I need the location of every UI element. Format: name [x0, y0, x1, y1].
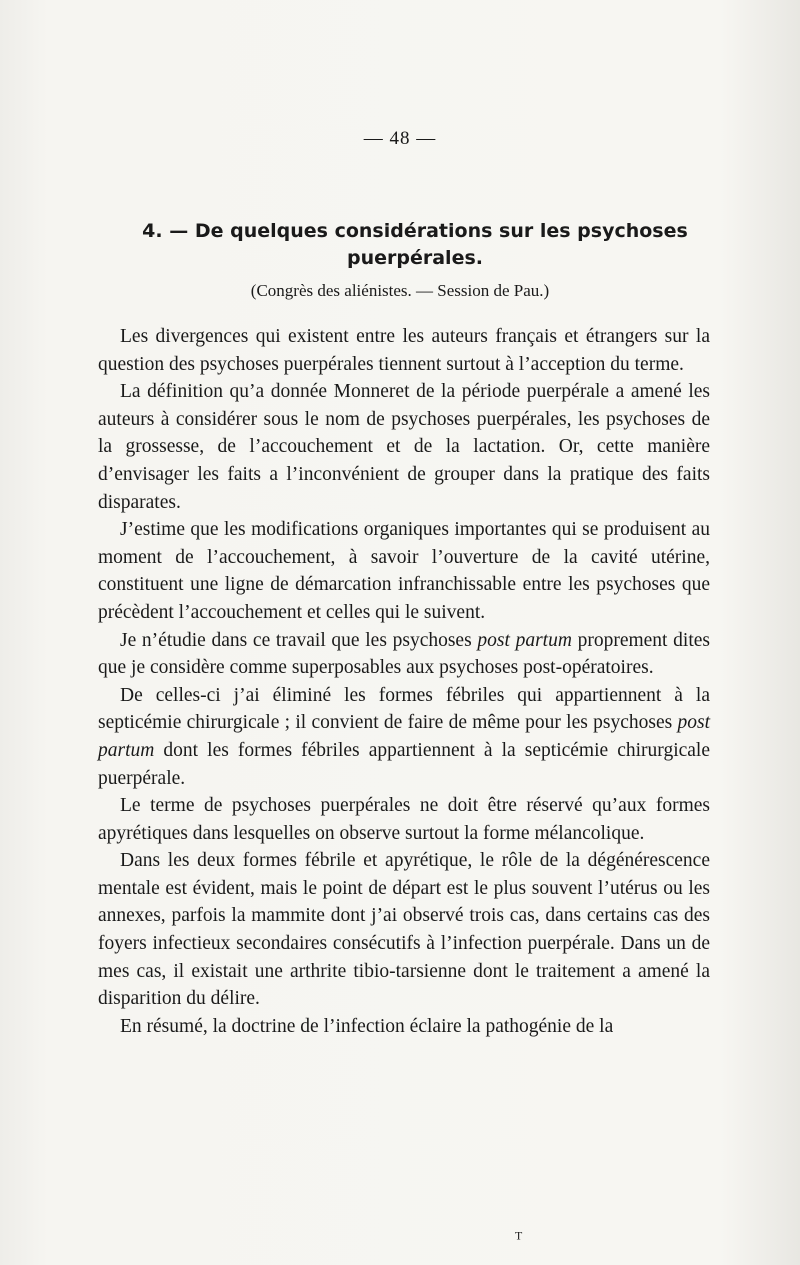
paragraph-text: Dans les deux formes fébrile et apyrétique, le rôle de la dégénérescence mentale est évident, mais le point de départ est le plus souvent l’utérus ou les annexes, parfois la mammite dont j’ai observé trois cas, dans certains cas des foyers infectieux secondaires consécutifs à l’infection puerpérale. Dans un de mes cas, il existait une arthrite tibio-tarsienne dont le traitement a amené la disparition du délire. — [98, 850, 710, 1010]
ink-mark: ᵀ — [515, 1228, 523, 1250]
paragraph — [98, 516, 710, 626]
paragraph-text: proprement dites que je considère comme superposables aux psychoses post-opératoires. — [98, 629, 710, 679]
italic-text: post partum — [98, 712, 710, 761]
body-text — [98, 323, 710, 1040]
paragraph — [98, 847, 710, 1013]
paragraph-text: En résumé, la doctrine de l’infection éclaire la pathogénie de la — [120, 1015, 614, 1037]
italic-text: post partum — [477, 629, 572, 651]
paragraph-text: De celles-ci j’ai éliminé les formes fébriles qui appartiennent à la septicémie chirurgicale ; il convient de faire de même pour les psychoses — [98, 684, 710, 734]
page-number: — 48 — — [363, 128, 437, 149]
paragraph — [98, 323, 710, 378]
paragraph-text: dont les formes fébriles appartiennent à la septicémie chirurgicale puerpérale. — [98, 739, 710, 789]
paragraph — [98, 792, 710, 847]
paragraph-text: J’estime que les modifications organiques importantes qui se produisent au moment de l’accouchement, à savoir l’ouverture de la cavité utérine, constituent une ligne de démarcation infranchissable entre les psychoses que précèdent l’accouchement et celles qui le suivent. — [98, 519, 710, 623]
paragraph-text: Les divergences qui existent entre les auteurs français et étrangers sur la question des psychoses puerpérales tiennent surtout à l’acception du terme. — [98, 326, 710, 375]
paragraph-text: La définition qu’a donnée Monneret de la période puerpérale a amené les auteurs à considérer sous le nom de psychoses puerpérales, les psychoses de la grossesse, de l’accouchement et de la lactation. Or, cette manière d’envisager les faits a l’inconvénient de grouper dans la pratique des faits disparates. — [98, 381, 710, 513]
paragraph — [98, 682, 710, 792]
paragraph-text: Le terme de psychoses puerpérales ne doit être réservé qu’aux formes apyrétiques dans lesquelles on observe surtout la forme mélancolique. — [98, 795, 710, 844]
paragraph-text: Je n’étudie dans ce travail que les psychoses — [120, 629, 478, 651]
paragraph — [98, 627, 710, 682]
section-heading: 4. — De quelques considérations sur les psychoses puerpérales. — [142, 220, 688, 269]
paragraph — [98, 1013, 710, 1041]
paragraph — [98, 378, 710, 516]
section-subheading: (Congrès des aliénistes. — Session de Pau.) — [250, 281, 550, 300]
